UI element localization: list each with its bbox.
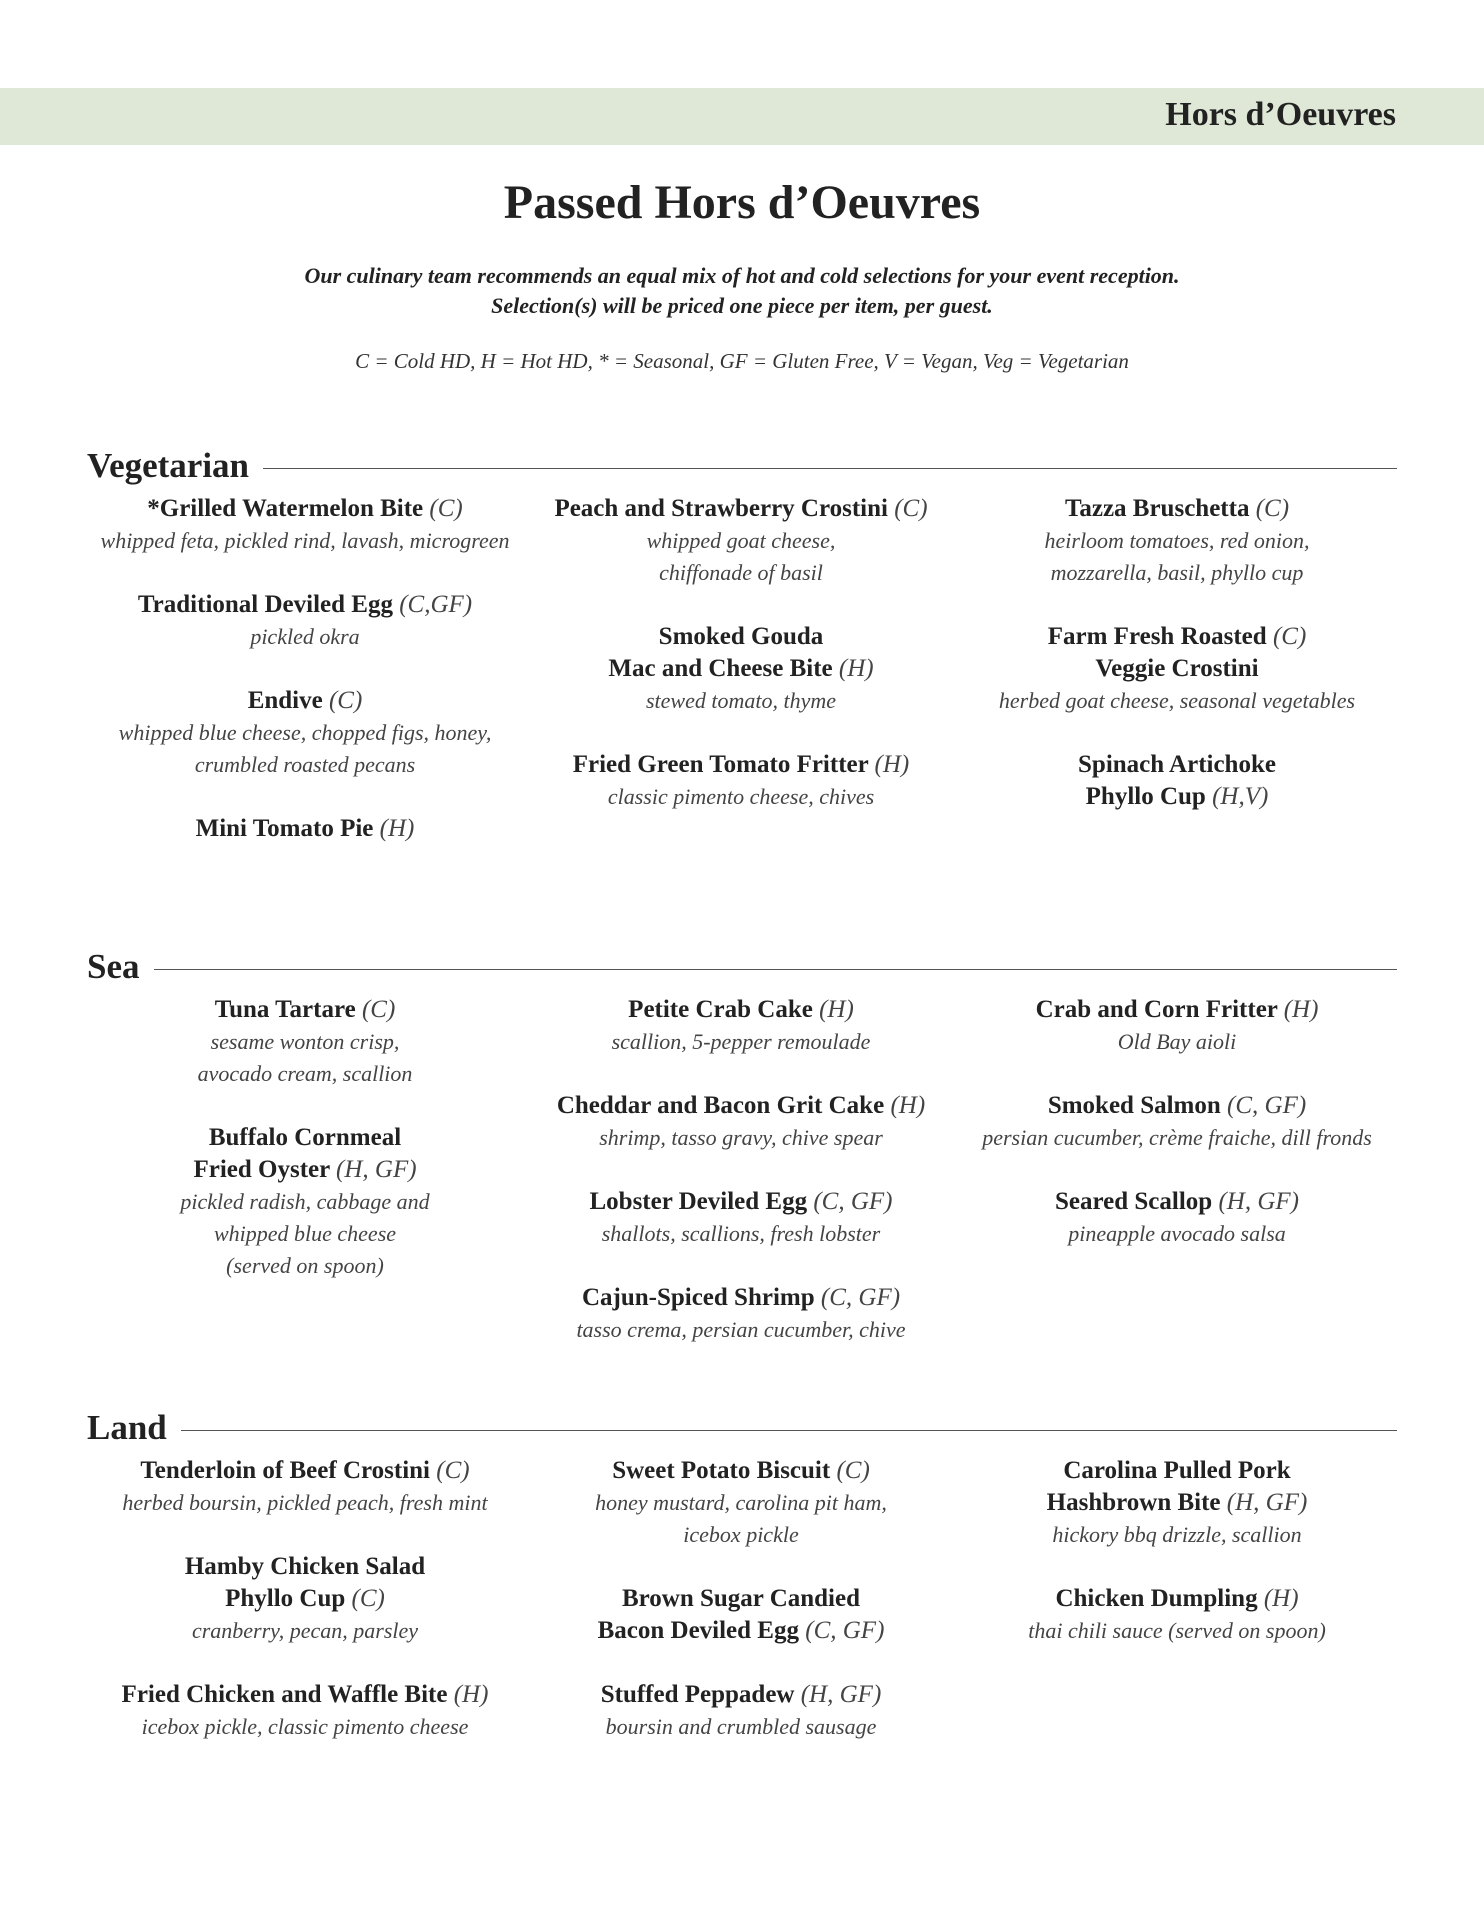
- menu-item-tag: (H,V): [1212, 783, 1269, 810]
- menu-item-description: chiffonade of basil: [659, 560, 823, 585]
- menu-item: [959, 1186, 1395, 1250]
- menu-item-name-text: Buffalo Cornmeal: [208, 1124, 402, 1151]
- menu-item-name: [959, 621, 1395, 653]
- menu-item: [523, 749, 959, 813]
- menu-item-name: [959, 749, 1395, 781]
- menu-item-tag: (C): [1255, 495, 1290, 522]
- section-divider: [87, 969, 1397, 970]
- menu-item-description: persian cucumber, crème fraiche, dill fronds: [982, 1125, 1372, 1150]
- menu-item-name-text: Cajun-Spiced Shrimp: [581, 1284, 815, 1311]
- menu-item-tag: (H): [453, 1681, 489, 1708]
- menu-item-description: stewed tomato, thyme: [645, 688, 837, 713]
- menu-item-name: [959, 781, 1395, 813]
- menu-item-description: (served on spoon): [226, 1253, 384, 1278]
- menu-item-tag: (C): [361, 996, 396, 1023]
- menu-item-tag: (H): [1263, 1585, 1299, 1612]
- menu-item-name: [959, 1186, 1395, 1218]
- menu-item: [959, 493, 1395, 589]
- section-header: [87, 443, 1397, 491]
- menu-item-name: [959, 1090, 1395, 1122]
- menu-item-name: [87, 1455, 523, 1487]
- section-land: [87, 1405, 1397, 1739]
- menu-item-name: [523, 1583, 959, 1615]
- menu-item: [959, 1583, 1395, 1647]
- menu-item-tag: (C): [429, 495, 463, 522]
- menu-item: [87, 1122, 523, 1282]
- menu-item-name-text: Carolina Pulled Pork: [1063, 1457, 1291, 1484]
- menu-item-description: honey mustard, carolina pit ham,: [595, 1490, 887, 1515]
- menu-item-name-text: Mini Tomato Pie: [195, 815, 374, 842]
- menu-item-description: whipped blue cheese: [213, 1221, 397, 1246]
- menu-item-name-text: Fried Green Tomato Fritter: [572, 751, 869, 778]
- menu-column: [523, 493, 959, 877]
- menu-item-description: herbed goat cheese, seasonal vegetables: [998, 688, 1356, 713]
- menu-item: [87, 1455, 523, 1519]
- menu-item-description: herbed boursin, pickled peach, fresh mint: [122, 1490, 488, 1515]
- menu-item-name-text: Tuna Tartare: [214, 996, 356, 1023]
- menu-item-name-text: Spinach Artichoke: [1078, 751, 1276, 778]
- intro-line: Selection(s) will be priced one piece per item, per guest.: [491, 293, 993, 318]
- menu-item: [87, 1551, 523, 1647]
- menu-columns: [87, 994, 1397, 1378]
- menu-item-tag: (C,GF): [399, 591, 473, 618]
- section-title: Sea: [87, 944, 154, 990]
- menu-item-name: [523, 1090, 959, 1122]
- menu-item-tag: (C): [1272, 623, 1307, 650]
- menu-item: [87, 493, 523, 557]
- header-banner: [0, 88, 1484, 145]
- menu-item-tag: (H, GF): [336, 1156, 417, 1183]
- menu-item-tag: (H, GF): [1226, 1489, 1308, 1516]
- menu-columns: [87, 493, 1397, 877]
- menu-item-name: [959, 493, 1395, 525]
- menu-item-name-text: Endive: [247, 687, 323, 714]
- menu-item-description: shallots, scallions, fresh lobster: [601, 1221, 881, 1246]
- menu-item-name-text: Cheddar and Bacon Grit Cake: [556, 1092, 885, 1119]
- menu-item: [959, 621, 1395, 717]
- menu-item-name: [523, 1615, 959, 1647]
- menu-column: [87, 994, 523, 1378]
- menu-item-description: cranberry, pecan, parsley: [191, 1618, 419, 1643]
- menu-item: [523, 1186, 959, 1250]
- menu-item-description: Old Bay aioli: [1117, 1029, 1237, 1054]
- menu-column: [523, 1455, 959, 1775]
- menu-item: [959, 1090, 1395, 1154]
- menu-item-name: [523, 653, 959, 685]
- menu-item-name-text: Tenderloin of Beef Crostini: [140, 1457, 430, 1484]
- menu-item: [87, 813, 523, 845]
- menu-item-name: [87, 493, 523, 525]
- section-divider: [87, 468, 1397, 469]
- menu-item-name-text: Brown Sugar Candied: [621, 1585, 861, 1612]
- menu-item-tag: (H): [890, 1092, 926, 1119]
- menu-item-name: [523, 1679, 959, 1711]
- menu-item-name: [87, 1122, 523, 1154]
- menu-item-name: [523, 994, 959, 1026]
- menu-item: [87, 1679, 523, 1743]
- menu-item-name: [959, 1487, 1395, 1519]
- menu-item: [523, 1583, 959, 1647]
- section-divider: [87, 1430, 1397, 1431]
- section-header: [87, 1405, 1397, 1453]
- menu-item-name: [523, 493, 959, 525]
- menu-item-tag: (C, GF): [813, 1188, 893, 1215]
- menu-item-name-text: Peach and Strawberry Crostini: [554, 495, 888, 522]
- menu-item: [87, 994, 523, 1090]
- menu-item-name: [87, 685, 523, 717]
- menu-item: [523, 1282, 959, 1346]
- menu-item-description: mozzarella, basil, phyllo cup: [1050, 560, 1304, 585]
- menu-column: [959, 994, 1395, 1378]
- menu-item-name: [959, 653, 1395, 685]
- menu-item-tag: (C, GF): [1227, 1092, 1307, 1119]
- menu-item-name: [523, 1455, 959, 1487]
- menu-item-tag: (C): [436, 1457, 470, 1484]
- menu-item-description: icebox pickle: [683, 1522, 799, 1547]
- menu-item-name-text: Tazza Bruschetta: [1064, 495, 1250, 522]
- banner-title: Hors d’Oeuvres: [1165, 96, 1396, 133]
- menu-item-tag: (H): [1283, 996, 1319, 1023]
- menu-item-tag: (H, GF): [800, 1681, 882, 1708]
- menu-item-name: [87, 1154, 523, 1186]
- menu-item-name-text: Seared Scallop: [1055, 1188, 1213, 1215]
- menu-item-name-text: Crab and Corn Fritter: [1035, 996, 1278, 1023]
- menu-item-description: hickory bbq drizzle, scallion: [1052, 1522, 1302, 1547]
- menu-item-name-text: Phyllo Cup: [1085, 783, 1206, 810]
- menu-item-description: whipped blue cheese, chopped figs, honey,: [118, 720, 492, 745]
- menu-column: [87, 1455, 523, 1775]
- menu-item-name-text: Phyllo Cup: [225, 1585, 346, 1612]
- menu-item-name: [959, 1455, 1395, 1487]
- menu-item-description: thai chili sauce (served on spoon): [1028, 1618, 1326, 1643]
- menu-item-description: heirloom tomatoes, red onion,: [1044, 528, 1310, 553]
- menu-item-tag: (H): [819, 996, 854, 1023]
- menu-item-name-text: Petite Crab Cake: [628, 996, 813, 1023]
- menu-item-name-text: Fried Oyster: [193, 1156, 330, 1183]
- menu-item-name-text: *Grilled Watermelon Bite: [147, 495, 424, 522]
- menu-item-tag: (H): [379, 815, 415, 842]
- intro-line: Our culinary team recommends an equal mix of hot and cold selections for your event reception.: [304, 263, 1180, 288]
- menu-item-description: avocado cream, scallion: [197, 1061, 413, 1086]
- menu-item-name: [523, 1282, 959, 1314]
- menu-item: [523, 493, 959, 589]
- menu-item-description: boursin and crumbled sausage: [605, 1714, 877, 1739]
- menu-item-description: pickled radish, cabbage and: [180, 1189, 430, 1214]
- menu-item-description: classic pimento cheese, chives: [607, 784, 875, 809]
- menu-item-name: [959, 994, 1395, 1026]
- menu-item-description: scallion, 5-pepper remoulade: [611, 1029, 871, 1054]
- menu-item: [523, 621, 959, 717]
- menu-item-tag: (C, GF): [820, 1284, 901, 1311]
- menu-item-name-text: Mac and Cheese Bite: [608, 655, 833, 682]
- section-title: Vegetarian: [87, 443, 263, 489]
- menu-item-name-text: Veggie Crostini: [1095, 655, 1259, 682]
- menu-item-tag: (H, GF): [1218, 1188, 1299, 1215]
- menu-item-name-text: Traditional Deviled Egg: [137, 591, 393, 618]
- menu-item-description: pickled okra: [250, 624, 360, 649]
- menu-item-description: shrimp, tasso gravy, chive spear: [599, 1125, 883, 1150]
- menu-item-tag: (H): [838, 655, 874, 682]
- menu-item-description: whipped feta, pickled rind, lavash, microgreen: [100, 528, 510, 553]
- menu-item-tag: (C): [836, 1457, 870, 1484]
- menu-item-name: [87, 1551, 523, 1583]
- menu-column: [523, 994, 959, 1378]
- menu-item-description: sesame wonton crisp,: [210, 1029, 400, 1054]
- menu-item-name-text: Smoked Salmon: [1047, 1092, 1221, 1119]
- menu-item-name-text: Hashbrown Bite: [1046, 1489, 1221, 1516]
- menu-column: [959, 493, 1395, 877]
- menu-item-name: [87, 1583, 523, 1615]
- menu-item: [959, 749, 1395, 813]
- menu-item-name-text: Hamby Chicken Salad: [184, 1553, 426, 1580]
- menu-item-tag: (C, GF): [805, 1617, 885, 1644]
- menu-item-name: [523, 621, 959, 653]
- menu-item-name: [87, 589, 523, 621]
- menu-column: [87, 493, 523, 877]
- menu-item-name-text: Farm Fresh Roasted: [1047, 623, 1267, 650]
- menu-item-name: [87, 994, 523, 1026]
- menu-item: [959, 994, 1395, 1058]
- menu-item-description: whipped goat cheese,: [646, 528, 836, 553]
- menu-item-name-text: Bacon Deviled Egg: [597, 1617, 799, 1644]
- menu-item-name-text: Smoked Gouda: [658, 623, 824, 650]
- menu-item: [523, 1679, 959, 1743]
- section-title: Land: [87, 1405, 181, 1451]
- menu-item-name-text: Lobster Deviled Egg: [589, 1188, 808, 1215]
- menu-item-name: [523, 1186, 959, 1218]
- menu-item-name-text: Fried Chicken and Waffle Bite: [121, 1681, 448, 1708]
- menu-item-name-text: Chicken Dumpling: [1055, 1585, 1258, 1612]
- menu-item-description: tasso crema, persian cucumber, chive: [576, 1317, 906, 1342]
- menu-item-name-text: Sweet Potato Biscuit: [612, 1457, 831, 1484]
- legend: C = Cold HD, H = Hot HD, * = Seasonal, GF = Gluten Free, V = Vegan, Veg = Vegetarian: [355, 349, 1129, 373]
- menu-item-description: pineapple avocado salsa: [1068, 1221, 1286, 1246]
- section-vegetarian: [87, 443, 1397, 842]
- menu-item-tag: (C): [351, 1585, 385, 1612]
- menu-item-tag: (C): [894, 495, 928, 522]
- menu-item-name: [87, 1679, 523, 1711]
- menu-item: [523, 1090, 959, 1154]
- menu-item-tag: (C): [328, 687, 363, 714]
- menu-item-name: [523, 749, 959, 781]
- menu-item-description: icebox pickle, classic pimento cheese: [141, 1714, 469, 1739]
- section-header: [87, 944, 1397, 992]
- section-sea: [87, 944, 1397, 1342]
- menu-columns: [87, 1455, 1397, 1775]
- menu-item: [523, 994, 959, 1058]
- menu-item: [87, 685, 523, 781]
- menu-item: [959, 1455, 1395, 1551]
- intro-text: [0, 261, 1484, 321]
- page-title: Passed Hors d’Oeuvres: [503, 176, 981, 229]
- menu-item-description: crumbled roasted pecans: [194, 752, 416, 777]
- menu-column: [959, 1455, 1395, 1775]
- menu-item-name: [959, 1583, 1395, 1615]
- menu-item-name: [87, 813, 523, 845]
- menu-item-name-text: Stuffed Peppadew: [600, 1681, 795, 1708]
- menu-item-tag: (H): [874, 751, 910, 778]
- menu-item: [523, 1455, 959, 1551]
- menu-item: [87, 589, 523, 653]
